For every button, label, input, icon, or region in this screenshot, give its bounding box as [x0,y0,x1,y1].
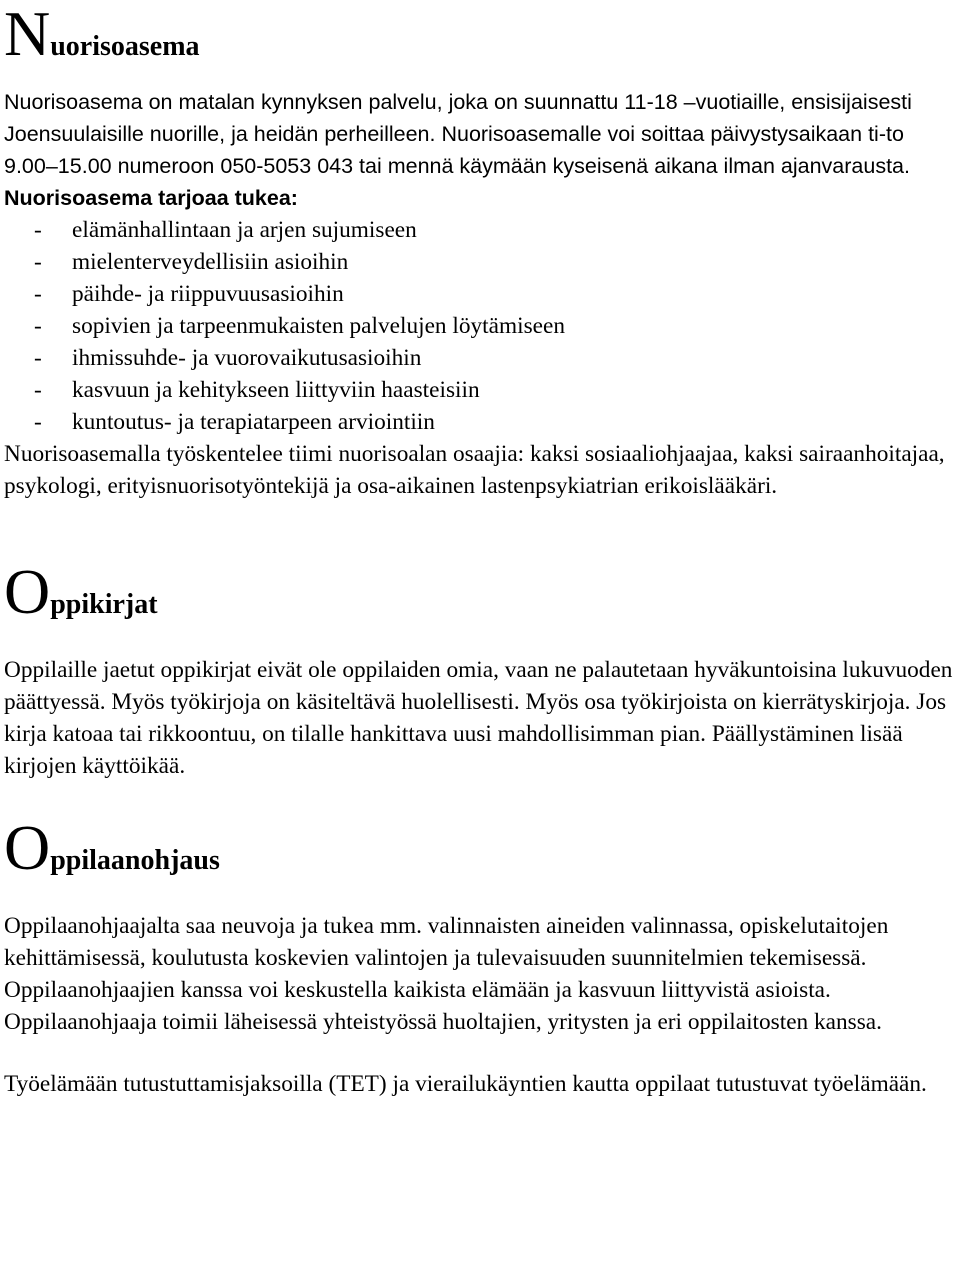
heading-initial: O [4,812,51,883]
team-paragraph: Nuorisoasemalla työskentelee tiimi nuorisoalan osaajia: kaksi sosiaaliohjaajaa, kaksi sairaanhoitajaa, psykologi, erityisnuorisotyöntekijä ja osa-aikainen lastenpsykiatrian erikoislääkäri. [4,441,945,499]
list-item: - kasvuun ja kehitykseen liittyviin haasteisiin [34,377,480,403]
heading-oppikirjat [4,556,954,627]
tet-paragraph: Työelämään tutustuttamisjaksoilla (TET) ja vierailukäyntien kautta oppilaat tutustuvat työelämään. [4,1071,927,1097]
list-item: - mielenterveydellisiin asioihin [34,249,349,275]
heading-rest: ppilaanohjaus [50,845,220,876]
oppikirjat-paragraph: Oppilaille jaetut oppikirjat eivät ole oppilaiden omia, vaan ne palautetaan hyväkuntoisina lukuvuoden päättyessä. Myös työkirjoja on käsiteltävä huolellisesti. Myös osa työkirjoista on kierrätyskirjoja. Jos kirja katoaa tai rikkoontuu, on tilalle hankittava uusi mahdollisimman pian. Päällystäminen lisää kirjojen käyttöikää. [4,657,953,779]
list-item: - päihde- ja riippuvuusasioihin [34,281,344,307]
support-heading: Nuorisoasema tarjoaa tukea: [4,186,298,210]
heading-oppilaanohjaus [4,812,954,883]
document-page [4,0,954,1100]
heading-rest: uorisoasema [50,31,200,62]
list-item: - kuntoutus- ja terapiatarpeen arviointiin [34,409,435,435]
nuorisoasema-intro: Nuorisoasema on matalan kynnyksen palvelu, joka on suunnattu 11-18 –vuotiaille, ensisijaisesti Joensuulaisille nuorille, ja heidän perheilleen. Nuorisoasemalle voi soittaa päivystysaikaan ti-to 9.00–15.00 numeroon 050-5053 043 tai mennä käymään kyseisenä aikana ilman ajanvarausta. [4,90,912,178]
list-item: - ihmissuhde- ja vuorovaikutusasioihin [34,345,422,371]
heading-initial: O [4,556,51,627]
list-item: - sopivien ja tarpeenmukaisten palvelujen löytämiseen [34,313,565,339]
heading-rest: ppikirjat [50,589,158,620]
oppilaanohjaus-paragraph: Oppilaanohjaajalta saa neuvoja ja tukea mm. valinnaisten aineiden valinnassa, opiskelutaitojen kehittämisessä, koulutusta koskevien valintojen ja tulevaisuuden suunnitelmien tekemisessä. Oppilaanohjaajien kanssa voi keskustella kaikista elämään ja kasvuun liittyvistä asioista. Oppilaanohjaaja toimii läheisessä yhteistyössä huoltajien, yritysten ja eri oppilaitosten kanssa. [4,913,889,1035]
support-list [4,214,954,438]
list-item: - elämänhallintaan ja arjen sujumiseen [34,217,417,243]
heading-initial: N [4,0,51,69]
heading-nuorisoasema [4,0,954,69]
